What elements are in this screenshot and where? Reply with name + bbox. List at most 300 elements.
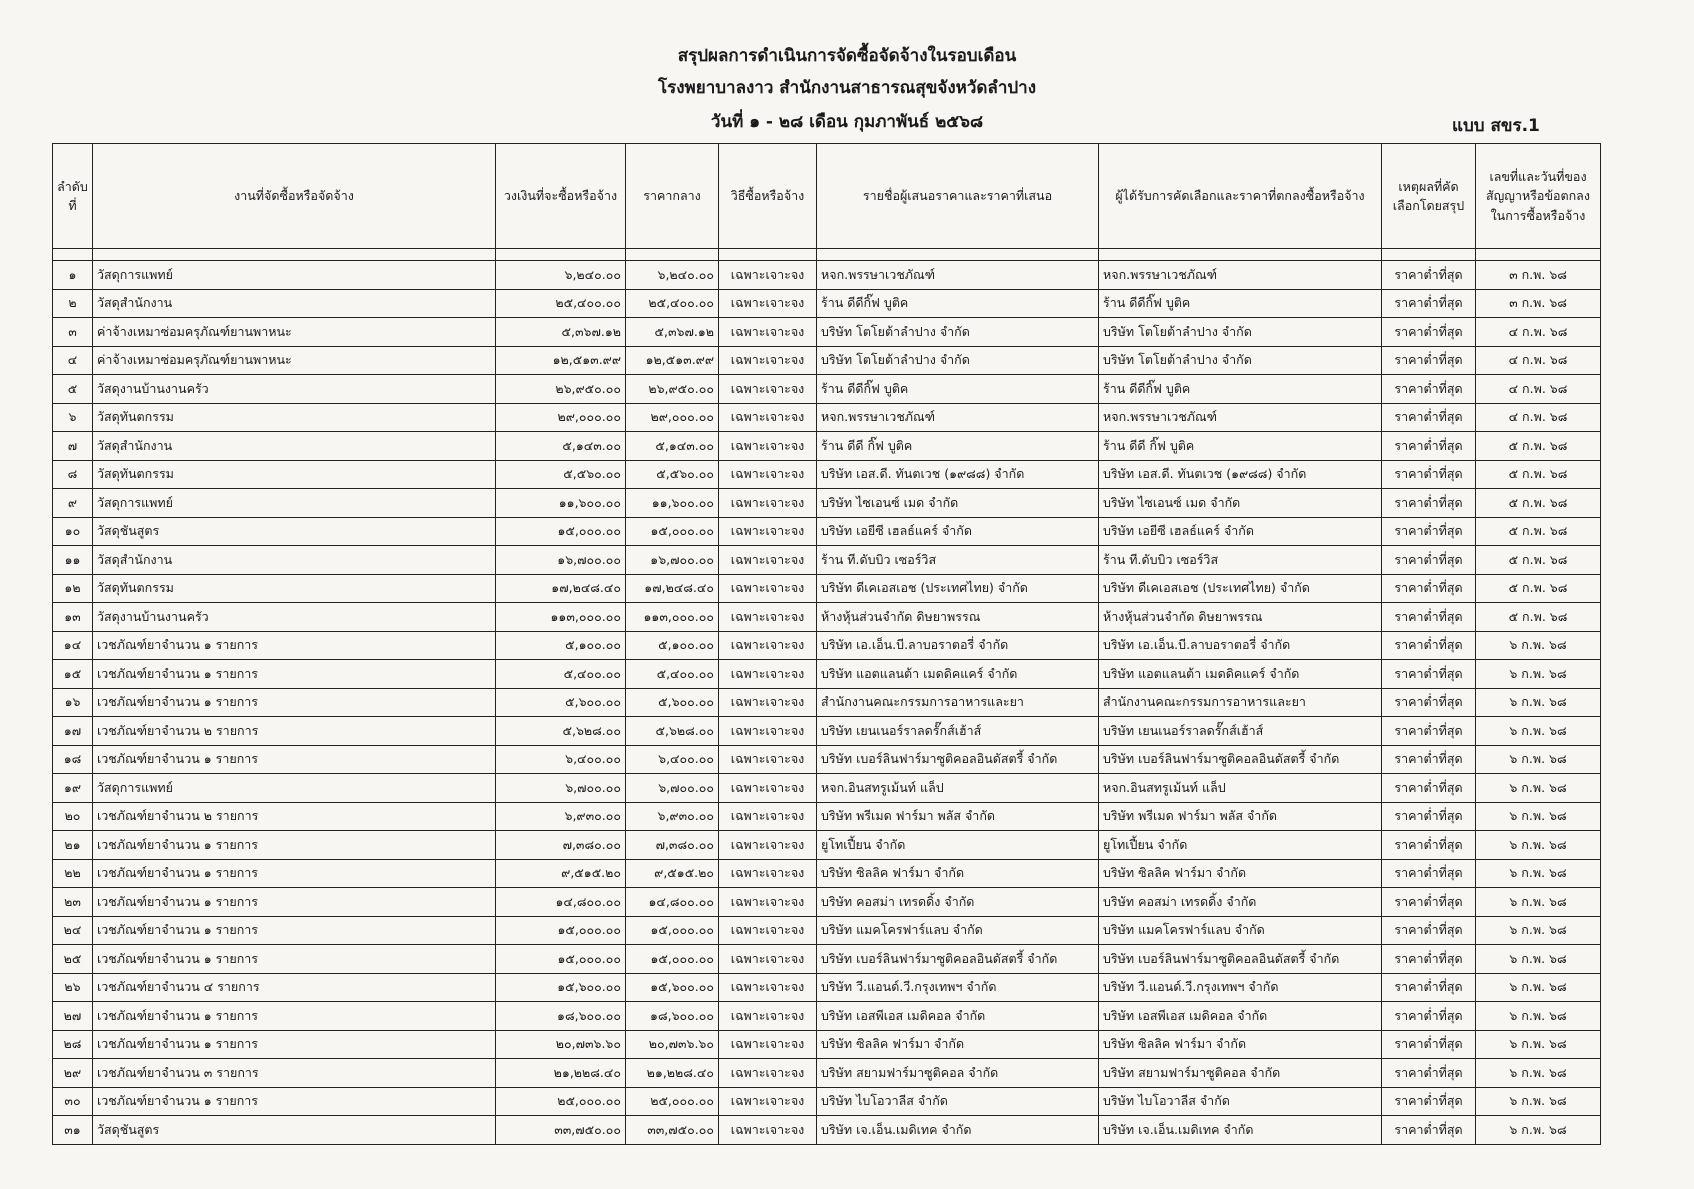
budget-amount: ๑๑,๖๐๐.๐๐ — [496, 489, 626, 518]
bidders: บริษัท เยนเนอร์ราลดรั๊กส์เฮ้าส์ — [817, 717, 1099, 746]
procurement-method: เฉพาะเจาะจง — [719, 717, 817, 746]
reference-price: ๒๙,๐๐๐.๐๐ — [626, 403, 719, 432]
contract-date: ๕ ก.พ. ๖๘ — [1476, 432, 1601, 461]
reference-price: ๓๓,๗๕๐.๐๐ — [626, 1116, 719, 1145]
table-row — [53, 346, 1601, 375]
table-row — [53, 289, 1601, 318]
column-header: วงเงินที่จะซื้อหรือจ้าง — [496, 144, 626, 249]
procurement-table — [52, 143, 1601, 1145]
selection-reason: ราคาต่ำที่สุด — [1382, 802, 1476, 831]
selection-reason: ราคาต่ำที่สุด — [1382, 574, 1476, 603]
budget-amount: ๒๕,๔๐๐.๐๐ — [496, 289, 626, 318]
report-title: สรุปผลการดำเนินการจัดซื้อจัดจ้างในรอบเดือน — [677, 46, 1017, 66]
budget-amount: ๒๕,๐๐๐.๐๐ — [496, 1087, 626, 1116]
row-number: ๒๐ — [53, 802, 93, 831]
table-row — [53, 1116, 1601, 1145]
bidders: บริษัท สยามฟาร์มาซูติคอล จำกัด — [817, 1059, 1099, 1088]
budget-amount: ๙,๕๑๕.๒๐ — [496, 859, 626, 888]
procurement-method: เฉพาะเจาะจง — [719, 261, 817, 290]
procurement-item: เวชภัณฑ์ยาจำนวน ๑ รายการ — [93, 831, 496, 860]
reference-price: ๑๘,๖๐๐.๐๐ — [626, 1002, 719, 1031]
contract-date: ๖ ก.พ. ๖๘ — [1476, 1002, 1601, 1031]
budget-amount: ๖,๙๓๐.๐๐ — [496, 802, 626, 831]
column-header: รายชื่อผู้เสนอราคาและราคาที่เสนอ — [817, 144, 1099, 249]
procurement-method: เฉพาะเจาะจง — [719, 1087, 817, 1116]
bidders: หจก.อินสทรูเม้นท์ แล็ป — [817, 774, 1099, 803]
reference-price: ๒๑,๒๒๘.๔๐ — [626, 1059, 719, 1088]
selection-reason: ราคาต่ำที่สุด — [1382, 945, 1476, 974]
procurement-item: วัสดุชันสูตร — [93, 1116, 496, 1145]
budget-amount: ๑๔,๘๐๐.๐๐ — [496, 888, 626, 917]
contract-date: ๖ ก.พ. ๖๘ — [1476, 688, 1601, 717]
procurement-item: วัสดุทันตกรรม — [93, 403, 496, 432]
row-number: ๑๓ — [53, 603, 93, 632]
contract-date: ๖ ก.พ. ๖๘ — [1476, 1087, 1601, 1116]
contract-date: ๓ ก.พ. ๖๘ — [1476, 289, 1601, 318]
row-number: ๙ — [53, 489, 93, 518]
table-row — [53, 318, 1601, 347]
contract-date: ๖ ก.พ. ๖๘ — [1476, 1059, 1601, 1088]
selected-vendor: บริษัท เยนเนอร์ราลดรั๊กส์เฮ้าส์ — [1099, 717, 1382, 746]
selection-reason: ราคาต่ำที่สุด — [1382, 517, 1476, 546]
contract-date: ๖ ก.พ. ๖๘ — [1476, 660, 1601, 689]
procurement-item: เวชภัณฑ์ยาจำนวน ๒ รายการ — [93, 717, 496, 746]
budget-amount: ๒๙,๐๐๐.๐๐ — [496, 403, 626, 432]
budget-amount: ๕,๕๖๐.๐๐ — [496, 460, 626, 489]
selected-vendor: บริษัท เอส.ดี. ทันตเวช (๑๙๘๘) จำกัด — [1099, 460, 1382, 489]
reference-price: ๒๕,๔๐๐.๐๐ — [626, 289, 719, 318]
reference-price: ๑๑๓,๐๐๐.๐๐ — [626, 603, 719, 632]
selection-reason: ราคาต่ำที่สุด — [1382, 1059, 1476, 1088]
table-row — [53, 517, 1601, 546]
contract-date: ๖ ก.พ. ๖๘ — [1476, 1116, 1601, 1145]
budget-amount: ๑๒,๕๑๓.๙๙ — [496, 346, 626, 375]
row-number: ๒๓ — [53, 888, 93, 917]
reference-price: ๖,๔๐๐.๐๐ — [626, 745, 719, 774]
selection-reason: ราคาต่ำที่สุด — [1382, 546, 1476, 575]
bidders: บริษัท เอส.ดี. ทันตเวช (๑๙๘๘) จำกัด — [817, 460, 1099, 489]
procurement-method: เฉพาะเจาะจง — [719, 802, 817, 831]
table-row — [53, 631, 1601, 660]
selected-vendor: ห้างหุ้นส่วนจำกัด ดิษยาพรรณ — [1099, 603, 1382, 632]
row-number: ๒๘ — [53, 1030, 93, 1059]
procurement-method: เฉพาะเจาะจง — [719, 945, 817, 974]
selection-reason: ราคาต่ำที่สุด — [1382, 831, 1476, 860]
selection-reason: ราคาต่ำที่สุด — [1382, 432, 1476, 461]
procurement-method: เฉพาะเจาะจง — [719, 688, 817, 717]
table-row — [53, 660, 1601, 689]
reference-price: ๕,๔๐๐.๐๐ — [626, 660, 719, 689]
row-number: ๓ — [53, 318, 93, 347]
table-header-row — [53, 144, 1601, 249]
selected-vendor: บริษัท ไซเอนซ์ เมด จำกัด — [1099, 489, 1382, 518]
procurement-method: เฉพาะเจาะจง — [719, 774, 817, 803]
contract-date: ๕ ก.พ. ๖๘ — [1476, 546, 1601, 575]
selected-vendor: ร้าน ที.ดับบิว เซอร์วิส — [1099, 546, 1382, 575]
procurement-item: วัสดุสำนักงาน — [93, 546, 496, 575]
table-row — [53, 973, 1601, 1002]
table-row — [53, 574, 1601, 603]
budget-amount: ๑๘,๖๐๐.๐๐ — [496, 1002, 626, 1031]
bidders: บริษัท เอสพีเอส เมดิคอล จำกัด — [817, 1002, 1099, 1031]
header-spacer-row — [53, 249, 1601, 261]
selection-reason: ราคาต่ำที่สุด — [1382, 460, 1476, 489]
selection-reason: ราคาต่ำที่สุด — [1382, 346, 1476, 375]
procurement-method: เฉพาะเจาะจง — [719, 460, 817, 489]
row-number: ๑๒ — [53, 574, 93, 603]
procurement-method: เฉพาะเจาะจง — [719, 745, 817, 774]
table-row — [53, 717, 1601, 746]
contract-date: ๖ ก.พ. ๖๘ — [1476, 631, 1601, 660]
budget-amount: ๕,๑๐๐.๐๐ — [496, 631, 626, 660]
budget-amount: ๑๖,๗๐๐.๐๐ — [496, 546, 626, 575]
procurement-method: เฉพาะเจาะจง — [719, 1059, 817, 1088]
selected-vendor: บริษัท แมคโครฟาร์แลบ จำกัด — [1099, 916, 1382, 945]
form-code: แบบ สขร.1 — [1452, 116, 1540, 136]
procurement-item: ค่าจ้างเหมาซ่อมครุภัณฑ์ยานพาหนะ — [93, 346, 496, 375]
reference-price: ๖,๙๓๐.๐๐ — [626, 802, 719, 831]
bidders: บริษัท ซิลลิค ฟาร์มา จำกัด — [817, 1030, 1099, 1059]
row-number: ๑๑ — [53, 546, 93, 575]
bidders: บริษัท เจ.เอ็น.เมดิเทค จำกัด — [817, 1116, 1099, 1145]
row-number: ๒๑ — [53, 831, 93, 860]
procurement-item: วัสดุการแพทย์ — [93, 489, 496, 518]
bidders: บริษัท ซิลลิค ฟาร์มา จำกัด — [817, 859, 1099, 888]
budget-amount: ๑๕,๐๐๐.๐๐ — [496, 945, 626, 974]
procurement-item: เวชภัณฑ์ยาจำนวน ๑ รายการ — [93, 916, 496, 945]
budget-amount: ๒๖,๙๕๐.๐๐ — [496, 375, 626, 404]
row-number: ๕ — [53, 375, 93, 404]
procurement-item: เวชภัณฑ์ยาจำนวน ๑ รายการ — [93, 859, 496, 888]
selected-vendor: ร้าน ดีดี กิ๊ฟ บูติค — [1099, 432, 1382, 461]
procurement-method: เฉพาะเจาะจง — [719, 603, 817, 632]
selected-vendor: ยูโทเปี้ยน จำกัด — [1099, 831, 1382, 860]
column-header: วิธีซื้อหรือจ้าง — [719, 144, 817, 249]
bidders: บริษัท โตโยต้าลำปาง จำกัด — [817, 346, 1099, 375]
reference-price: ๑๕,๐๐๐.๐๐ — [626, 945, 719, 974]
procurement-method: เฉพาะเจาะจง — [719, 546, 817, 575]
table-row — [53, 831, 1601, 860]
procurement-method: เฉพาะเจาะจง — [719, 318, 817, 347]
procurement-method: เฉพาะเจาะจง — [719, 1030, 817, 1059]
column-header: ราคากลาง — [626, 144, 719, 249]
reference-price: ๕,๕๖๐.๐๐ — [626, 460, 719, 489]
column-header: ผู้ได้รับการคัดเลือกและราคาที่ตกลงซื้อหรือจ้าง — [1099, 144, 1382, 249]
selection-reason: ราคาต่ำที่สุด — [1382, 318, 1476, 347]
procurement-item: วัสดุงานบ้านงานครัว — [93, 603, 496, 632]
contract-date: ๖ ก.พ. ๖๘ — [1476, 831, 1601, 860]
selection-reason: ราคาต่ำที่สุด — [1382, 859, 1476, 888]
row-number: ๒๖ — [53, 973, 93, 1002]
bidders: บริษัท วี.แอนด์.วี.กรุงเทพฯ จำกัด — [817, 973, 1099, 1002]
row-number: ๖ — [53, 403, 93, 432]
contract-date: ๕ ก.พ. ๖๘ — [1476, 460, 1601, 489]
contract-date: ๖ ก.พ. ๖๘ — [1476, 1030, 1601, 1059]
procurement-item: เวชภัณฑ์ยาจำนวน ๔ รายการ — [93, 973, 496, 1002]
selection-reason: ราคาต่ำที่สุด — [1382, 688, 1476, 717]
procurement-item: วัสดุสำนักงาน — [93, 289, 496, 318]
bidders: บริษัท ไซเอนซ์ เมด จำกัด — [817, 489, 1099, 518]
bidders: ร้าน ที.ดับบิว เซอร์วิส — [817, 546, 1099, 575]
budget-amount: ๖,๔๐๐.๐๐ — [496, 745, 626, 774]
procurement-method: เฉพาะเจาะจง — [719, 631, 817, 660]
budget-amount: ๕,๖๒๘.๐๐ — [496, 717, 626, 746]
reference-price: ๑๕,๐๐๐.๐๐ — [626, 916, 719, 945]
selected-vendor: บริษัท คอสม่า เทรดดิ้ง จำกัด — [1099, 888, 1382, 917]
table-row — [53, 859, 1601, 888]
table-row — [53, 1087, 1601, 1116]
procurement-method: เฉพาะเจาะจง — [719, 517, 817, 546]
selection-reason: ราคาต่ำที่สุด — [1382, 631, 1476, 660]
procurement-method: เฉพาะเจาะจง — [719, 888, 817, 917]
row-number: ๑๗ — [53, 717, 93, 746]
reference-price: ๕,๑๐๐.๐๐ — [626, 631, 719, 660]
table-row — [53, 1059, 1601, 1088]
reference-price: ๕,๓๖๗.๑๒ — [626, 318, 719, 347]
selected-vendor: บริษัท เบอร์ลินฟาร์มาซูติคอลอินดัสตรี้ จำกัด — [1099, 745, 1382, 774]
selected-vendor: บริษัท สยามฟาร์มาซูติคอล จำกัด — [1099, 1059, 1382, 1088]
budget-amount: ๕,๖๐๐.๐๐ — [496, 688, 626, 717]
bidders: ร้าน ดีดีกิ๊ฟ บูติค — [817, 375, 1099, 404]
budget-amount: ๒๐,๗๓๖.๖๐ — [496, 1030, 626, 1059]
reference-price: ๑๑,๖๐๐.๐๐ — [626, 489, 719, 518]
bidders: บริษัท พรีเมด ฟาร์มา พลัส จำกัด — [817, 802, 1099, 831]
selection-reason: ราคาต่ำที่สุด — [1382, 660, 1476, 689]
bidders: บริษัท เบอร์ลินฟาร์มาซูติคอลอินดัสตรี้ จำกัด — [817, 945, 1099, 974]
contract-date: ๖ ก.พ. ๖๘ — [1476, 802, 1601, 831]
contract-date: ๖ ก.พ. ๖๘ — [1476, 916, 1601, 945]
bidders: หจก.พรรษาเวชภัณฑ์ — [817, 403, 1099, 432]
contract-date: ๕ ก.พ. ๖๘ — [1476, 603, 1601, 632]
reference-price: ๙,๕๑๕.๒๐ — [626, 859, 719, 888]
selected-vendor: บริษัท ดีเคเอสเอช (ประเทศไทย) จำกัด — [1099, 574, 1382, 603]
contract-date: ๓ ก.พ. ๖๘ — [1476, 261, 1601, 290]
budget-amount: ๖,๒๔๐.๐๐ — [496, 261, 626, 290]
selection-reason: ราคาต่ำที่สุด — [1382, 1030, 1476, 1059]
reference-price: ๒๖,๙๕๐.๐๐ — [626, 375, 719, 404]
selected-vendor: หจก.พรรษาเวชภัณฑ์ — [1099, 261, 1382, 290]
reference-price: ๒๐,๗๓๖.๖๐ — [626, 1030, 719, 1059]
procurement-method: เฉพาะเจาะจง — [719, 346, 817, 375]
procurement-item: เวชภัณฑ์ยาจำนวน ๑ รายการ — [93, 631, 496, 660]
budget-amount: ๑๕,๐๐๐.๐๐ — [496, 517, 626, 546]
report-period: วันที่ ๑ - ๒๘ เดือน กุมภาพันธ์ ๒๕๖๘ — [710, 112, 984, 132]
row-number: ๑๖ — [53, 688, 93, 717]
bidders: ยูโทเปี้ยน จำกัด — [817, 831, 1099, 860]
selected-vendor: หจก.อินสทรูเม้นท์ แล็ป — [1099, 774, 1382, 803]
contract-date: ๕ ก.พ. ๖๘ — [1476, 489, 1601, 518]
procurement-method: เฉพาะเจาะจง — [719, 660, 817, 689]
row-number: ๒๔ — [53, 916, 93, 945]
row-number: ๑๐ — [53, 517, 93, 546]
selection-reason: ราคาต่ำที่สุด — [1382, 403, 1476, 432]
procurement-item: วัสดุการแพทย์ — [93, 261, 496, 290]
reference-price: ๕,๑๔๓.๐๐ — [626, 432, 719, 461]
bidders: สำนักงานคณะกรรมการอาหารและยา — [817, 688, 1099, 717]
selected-vendor: บริษัท เอ.เอ็น.บี.ลาบอราตอรี่ จำกัด — [1099, 631, 1382, 660]
procurement-method: เฉพาะเจาะจง — [719, 1116, 817, 1145]
selected-vendor: บริษัท เจ.เอ็น.เมดิเทค จำกัด — [1099, 1116, 1382, 1145]
selected-vendor: บริษัท ซิลลิค ฟาร์มา จำกัด — [1099, 859, 1382, 888]
budget-amount: ๗,๓๘๐.๐๐ — [496, 831, 626, 860]
row-number: ๑๘ — [53, 745, 93, 774]
reference-price: ๑๔,๘๐๐.๐๐ — [626, 888, 719, 917]
bidders: หจก.พรรษาเวชภัณฑ์ — [817, 261, 1099, 290]
selection-reason: ราคาต่ำที่สุด — [1382, 1087, 1476, 1116]
selected-vendor: บริษัท แอตแลนต้า เมดดิคแคร์ จำกัด — [1099, 660, 1382, 689]
procurement-item: วัสดุการแพทย์ — [93, 774, 496, 803]
row-number: ๒ — [53, 289, 93, 318]
bidders: ร้าน ดีดี กิ๊ฟ บูติค — [817, 432, 1099, 461]
selection-reason: ราคาต่ำที่สุด — [1382, 973, 1476, 1002]
procurement-method: เฉพาะเจาะจง — [719, 859, 817, 888]
selection-reason: ราคาต่ำที่สุด — [1382, 1116, 1476, 1145]
row-number: ๑ — [53, 261, 93, 290]
contract-date: ๖ ก.พ. ๖๘ — [1476, 973, 1601, 1002]
selection-reason: ราคาต่ำที่สุด — [1382, 916, 1476, 945]
bidders: บริษัท คอสม่า เทรดดิ้ง จำกัด — [817, 888, 1099, 917]
procurement-item: ค่าจ้างเหมาซ่อมครุภัณฑ์ยานพาหนะ — [93, 318, 496, 347]
bidders: บริษัท เบอร์ลินฟาร์มาซูติคอลอินดัสตรี้ จำกัด — [817, 745, 1099, 774]
reference-price: ๑๖,๗๐๐.๐๐ — [626, 546, 719, 575]
budget-amount: ๕,๑๔๓.๐๐ — [496, 432, 626, 461]
reference-price: ๑๗,๒๔๘.๔๐ — [626, 574, 719, 603]
selection-reason: ราคาต่ำที่สุด — [1382, 888, 1476, 917]
table-row — [53, 603, 1601, 632]
procurement-method: เฉพาะเจาะจง — [719, 375, 817, 404]
table-row — [53, 774, 1601, 803]
selected-vendor: บริษัท วี.แอนด์.วี.กรุงเทพฯ จำกัด — [1099, 973, 1382, 1002]
table-row — [53, 745, 1601, 774]
column-header: ลำดับที่ — [53, 144, 93, 249]
procurement-item: เวชภัณฑ์ยาจำนวน ๓ รายการ — [93, 1059, 496, 1088]
procurement-method: เฉพาะเจาะจง — [719, 403, 817, 432]
selected-vendor: บริษัท เอสพีเอส เมดิคอล จำกัด — [1099, 1002, 1382, 1031]
table-row — [53, 916, 1601, 945]
budget-amount: ๓๓,๗๕๐.๐๐ — [496, 1116, 626, 1145]
table-row — [53, 432, 1601, 461]
column-header: เหตุผลที่คัดเลือกโดยสรุป — [1382, 144, 1476, 249]
contract-date: ๖ ก.พ. ๖๘ — [1476, 859, 1601, 888]
reference-price: ๑๕,๐๐๐.๐๐ — [626, 517, 719, 546]
reference-price: ๒๕,๐๐๐.๐๐ — [626, 1087, 719, 1116]
procurement-item: เวชภัณฑ์ยาจำนวน ๒ รายการ — [93, 802, 496, 831]
contract-date: ๖ ก.พ. ๖๘ — [1476, 945, 1601, 974]
contract-date: ๖ ก.พ. ๖๘ — [1476, 717, 1601, 746]
contract-date: ๔ ก.พ. ๖๘ — [1476, 346, 1601, 375]
budget-amount: ๕,๓๖๗.๑๒ — [496, 318, 626, 347]
budget-amount: ๑๗,๒๔๘.๔๐ — [496, 574, 626, 603]
selection-reason: ราคาต่ำที่สุด — [1382, 375, 1476, 404]
procurement-item: วัสดุทันตกรรม — [93, 460, 496, 489]
budget-amount: ๑๑๓,๐๐๐.๐๐ — [496, 603, 626, 632]
row-number: ๓๑ — [53, 1116, 93, 1145]
selection-reason: ราคาต่ำที่สุด — [1382, 261, 1476, 290]
procurement-item: เวชภัณฑ์ยาจำนวน ๑ รายการ — [93, 888, 496, 917]
budget-amount: ๕,๔๐๐.๐๐ — [496, 660, 626, 689]
procurement-item: วัสดุชันสูตร — [93, 517, 496, 546]
procurement-method: เฉพาะเจาะจง — [719, 289, 817, 318]
table-row — [53, 261, 1601, 290]
table-row — [53, 802, 1601, 831]
procurement-method: เฉพาะเจาะจง — [719, 973, 817, 1002]
row-number: ๗ — [53, 432, 93, 461]
procurement-item: เวชภัณฑ์ยาจำนวน ๑ รายการ — [93, 688, 496, 717]
table-row — [53, 1002, 1601, 1031]
reference-price: ๑๒,๕๑๓.๙๙ — [626, 346, 719, 375]
contract-date: ๔ ก.พ. ๖๘ — [1476, 318, 1601, 347]
selected-vendor: บริษัท เบอร์ลินฟาร์มาซูติคอลอินดัสตรี้ จำกัด — [1099, 945, 1382, 974]
table-row — [53, 1030, 1601, 1059]
selection-reason: ราคาต่ำที่สุด — [1382, 717, 1476, 746]
selected-vendor: บริษัท ซิลลิค ฟาร์มา จำกัด — [1099, 1030, 1382, 1059]
bidders: ร้าน ดีดีกิ๊ฟ บูติค — [817, 289, 1099, 318]
organization-name: โรงพยาบาลงาว สำนักงานสาธารณสุขจังหวัดลำปาง — [657, 78, 1037, 98]
row-number: ๒๙ — [53, 1059, 93, 1088]
reference-price: ๕,๖๐๐.๐๐ — [626, 688, 719, 717]
reference-price: ๕,๖๒๘.๐๐ — [626, 717, 719, 746]
row-number: ๓๐ — [53, 1087, 93, 1116]
selected-vendor: หจก.พรรษาเวชภัณฑ์ — [1099, 403, 1382, 432]
reference-price: ๗,๓๘๐.๐๐ — [626, 831, 719, 860]
column-header: เลขที่และวันที่ของสัญญาหรือข้อตกลงในการซื้อหรือจ้าง — [1476, 144, 1601, 249]
selection-reason: ราคาต่ำที่สุด — [1382, 489, 1476, 518]
budget-amount: ๒๑,๒๒๘.๔๐ — [496, 1059, 626, 1088]
procurement-method: เฉพาะเจาะจง — [719, 574, 817, 603]
procurement-item: เวชภัณฑ์ยาจำนวน ๑ รายการ — [93, 1030, 496, 1059]
table-row — [53, 945, 1601, 974]
bidders: บริษัท เอ.เอ็น.บี.ลาบอราตอรี่ จำกัด — [817, 631, 1099, 660]
budget-amount: ๑๕,๐๐๐.๐๐ — [496, 916, 626, 945]
reference-price: ๖,๒๔๐.๐๐ — [626, 261, 719, 290]
selection-reason: ราคาต่ำที่สุด — [1382, 774, 1476, 803]
budget-amount: ๖,๗๐๐.๐๐ — [496, 774, 626, 803]
contract-date: ๖ ก.พ. ๖๘ — [1476, 745, 1601, 774]
selected-vendor: ร้าน ดีดีกิ๊ฟ บูติค — [1099, 289, 1382, 318]
procurement-item: เวชภัณฑ์ยาจำนวน ๑ รายการ — [93, 660, 496, 689]
procurement-method: เฉพาะเจาะจง — [719, 1002, 817, 1031]
budget-amount: ๑๕,๖๐๐.๐๐ — [496, 973, 626, 1002]
procurement-item: เวชภัณฑ์ยาจำนวน ๑ รายการ — [93, 1087, 496, 1116]
contract-date: ๖ ก.พ. ๖๘ — [1476, 774, 1601, 803]
selection-reason: ราคาต่ำที่สุด — [1382, 1002, 1476, 1031]
procurement-method: เฉพาะเจาะจง — [719, 831, 817, 860]
selected-vendor: บริษัท ไบโอวาลีส จำกัด — [1099, 1087, 1382, 1116]
bidders: บริษัท โตโยต้าลำปาง จำกัด — [817, 318, 1099, 347]
selected-vendor: ร้าน ดีดีกิ๊ฟ บูติค — [1099, 375, 1382, 404]
contract-date: ๕ ก.พ. ๖๘ — [1476, 517, 1601, 546]
table-row — [53, 375, 1601, 404]
procurement-item: เวชภัณฑ์ยาจำนวน ๑ รายการ — [93, 745, 496, 774]
selection-reason: ราคาต่ำที่สุด — [1382, 603, 1476, 632]
row-number: ๒๕ — [53, 945, 93, 974]
procurement-item: วัสดุทันตกรรม — [93, 574, 496, 603]
procurement-method: เฉพาะเจาะจง — [719, 432, 817, 461]
procurement-method: เฉพาะเจาะจง — [719, 916, 817, 945]
selected-vendor: สำนักงานคณะกรรมการอาหารและยา — [1099, 688, 1382, 717]
row-number: ๘ — [53, 460, 93, 489]
table-row — [53, 546, 1601, 575]
row-number: ๔ — [53, 346, 93, 375]
reference-price: ๖,๗๐๐.๐๐ — [626, 774, 719, 803]
procurement-item: วัสดุงานบ้านงานครัว — [93, 375, 496, 404]
bidders: บริษัท เอยีซี เฮลธ์แคร์ จำกัด — [817, 517, 1099, 546]
row-number: ๑๙ — [53, 774, 93, 803]
bidders: บริษัท แมคโครฟาร์แลบ จำกัด — [817, 916, 1099, 945]
procurement-item: เวชภัณฑ์ยาจำนวน ๑ รายการ — [93, 945, 496, 974]
selection-reason: ราคาต่ำที่สุด — [1382, 289, 1476, 318]
table-row — [53, 688, 1601, 717]
